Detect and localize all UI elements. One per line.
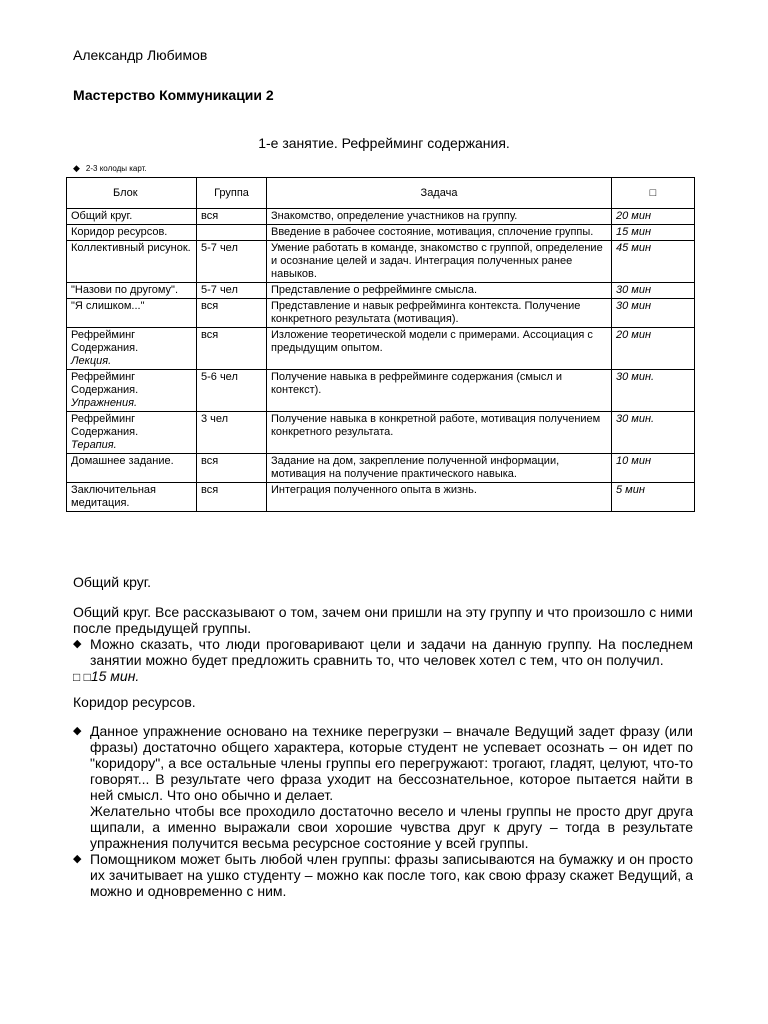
row-group: 3 чел <box>197 412 267 454</box>
bullet-text: Данное упражнение основано на технике перегрузки – вначале Ведущий задет фразу (или фразы) достаточно общего характера, которые студент не успевает осознать – он идет по "коридору", а все остальные члены группы его перегружают: трогают, гладят, целуют, что-то говорят... В результате чего фраза уходит на бессознательное, которое пытается найти в ней смысл. Что оно обычно и делает. <box>90 723 693 803</box>
row-time: 30 мин. <box>612 370 695 412</box>
row-block <box>67 241 197 283</box>
header-task: Задача <box>267 178 612 209</box>
row-block <box>67 299 197 328</box>
row-time: 30 мин <box>612 283 695 299</box>
block-subtitle: Упражнения. <box>71 397 138 409</box>
materials-note <box>73 163 147 174</box>
row-block <box>67 283 197 299</box>
clock-placeholder-icon: □ □ <box>73 670 91 684</box>
table-row <box>67 370 695 412</box>
diamond-bullet-icon: ◆ <box>73 163 80 173</box>
row-group: 5-6 чел <box>197 370 267 412</box>
block-title: Рефрейминг Содержания. <box>71 371 139 396</box>
row-group: 5-7 чел <box>197 241 267 283</box>
row-block <box>67 209 197 225</box>
block-title: Общий круг. <box>71 210 133 222</box>
bullet-item <box>73 636 693 668</box>
diamond-bullet-icon: ◆ <box>73 638 82 650</box>
row-task: Изложение теоретической модели с примерами. Ассоциация с предыдущим опытом. <box>267 328 612 370</box>
bullet-continuation: Желательно чтобы все проходило достаточно весело и члены группы не просто друг друга щипали, а именно выражали свои хорошие чувства друг к другу – тогда в результате упражнения получится весьма ресурсное состояние у всей группы. <box>90 803 693 851</box>
row-block <box>67 370 197 412</box>
materials-note-text: 2-3 колоды карт. <box>85 164 147 173</box>
row-block <box>67 225 197 241</box>
document-title: Мастерство Коммуникации 2 <box>73 87 274 103</box>
bullet-item <box>73 851 693 899</box>
table-row <box>67 454 695 483</box>
row-block <box>67 483 197 512</box>
bullet-text: Помощником может быть любой член группы: фразы записываются на бумажку и он просто их зачитывает на ушко студенту – можно как после того, как свою фразу скажет Ведущий, а можно и одновременно с ним. <box>90 851 693 899</box>
row-group: вся <box>197 328 267 370</box>
header-group: Группа <box>197 178 267 209</box>
block-title: Заключительная медитация. <box>71 484 156 509</box>
row-group: вся <box>197 299 267 328</box>
header-time-icon: □ <box>612 178 695 209</box>
bullet-item <box>73 723 693 851</box>
table-header-row <box>67 178 695 209</box>
time-note <box>73 668 693 685</box>
section-heading-circle: Общий круг. <box>73 574 151 590</box>
row-time: 20 мин <box>612 209 695 225</box>
table-row <box>67 209 695 225</box>
row-task: Задание на дом, закрепление полученной информации, мотивация на получение практического навыка. <box>267 454 612 483</box>
row-task: Интеграция полученного опыта в жизнь. <box>267 483 612 512</box>
row-group <box>197 225 267 241</box>
table-row <box>67 299 695 328</box>
block-title: "Я слишком..." <box>71 300 145 312</box>
table-row <box>67 283 695 299</box>
row-task: Введение в рабочее состояние, мотивация, сплочение группы. <box>267 225 612 241</box>
row-task: Получение навыка в конкретной работе, мотивация получением конкретного результата. <box>267 412 612 454</box>
table-row <box>67 241 695 283</box>
row-task: Знакомство, определение участников на группу. <box>267 209 612 225</box>
row-group: вся <box>197 209 267 225</box>
row-time: 45 мин <box>612 241 695 283</box>
row-group: вся <box>197 454 267 483</box>
diamond-bullet-icon: ◆ <box>73 725 82 737</box>
row-time: 10 мин <box>612 454 695 483</box>
block-title: Рефрейминг Содержания. <box>71 329 139 354</box>
row-block <box>67 454 197 483</box>
row-block <box>67 328 197 370</box>
block-title: "Назови по другому". <box>71 284 179 296</box>
table-row <box>67 483 695 512</box>
table-row <box>67 412 695 454</box>
document-body <box>73 574 693 899</box>
header-block: Блок <box>67 178 197 209</box>
section-heading-corridor: Коридор ресурсов. <box>73 694 196 710</box>
row-task: Получение навыка в рефрейминге содержания (смысл и контекст). <box>267 370 612 412</box>
block-title: Коллективный рисунок. <box>71 242 191 254</box>
table-row <box>67 328 695 370</box>
row-time: 20 мин <box>612 328 695 370</box>
session-title-text: 1-е занятие. Рефрейминг содержания. <box>258 135 510 151</box>
schedule-table <box>66 177 695 512</box>
row-time: 30 мин <box>612 299 695 328</box>
bullet-text: Можно сказать, что люди проговаривают цели и задачи на данную группу. На последнем занятии можно будет предложить сравнить то, что человек хотел с тем, что он получил. <box>90 636 693 668</box>
block-title: Домашнее задание. <box>71 455 174 467</box>
row-task: Умение работать в команде, знакомство с группой, определение и осознание целей и задач. Интеграция полученных ранее навыков. <box>267 241 612 283</box>
circle-paragraph: Общий круг. Все рассказывают о том, зачем они пришли на эту группу и что произошло с ними после предыдущей группы. <box>73 604 693 636</box>
row-group: вся <box>197 483 267 512</box>
row-time: 15 мин <box>612 225 695 241</box>
block-title: Коридор ресурсов. <box>71 226 168 238</box>
author-name: Александр Любимов <box>73 47 208 63</box>
row-time: 5 мин <box>612 483 695 512</box>
row-group: 5-7 чел <box>197 283 267 299</box>
session-title <box>0 135 768 151</box>
block-title: Рефрейминг Содержания. <box>71 413 139 438</box>
block-subtitle: Терапия. <box>71 439 117 451</box>
diamond-bullet-icon: ◆ <box>73 853 82 865</box>
row-task: Представление о рефрейминге смысла. <box>267 283 612 299</box>
table-row <box>67 225 695 241</box>
row-block <box>67 412 197 454</box>
row-task: Представление и навык рефрейминга контекста. Получение конкретного результата (мотивация). <box>267 299 612 328</box>
time-note-text: 15 мин. <box>90 668 140 684</box>
row-time: 30 мин. <box>612 412 695 454</box>
block-subtitle: Лекция. <box>71 355 112 367</box>
